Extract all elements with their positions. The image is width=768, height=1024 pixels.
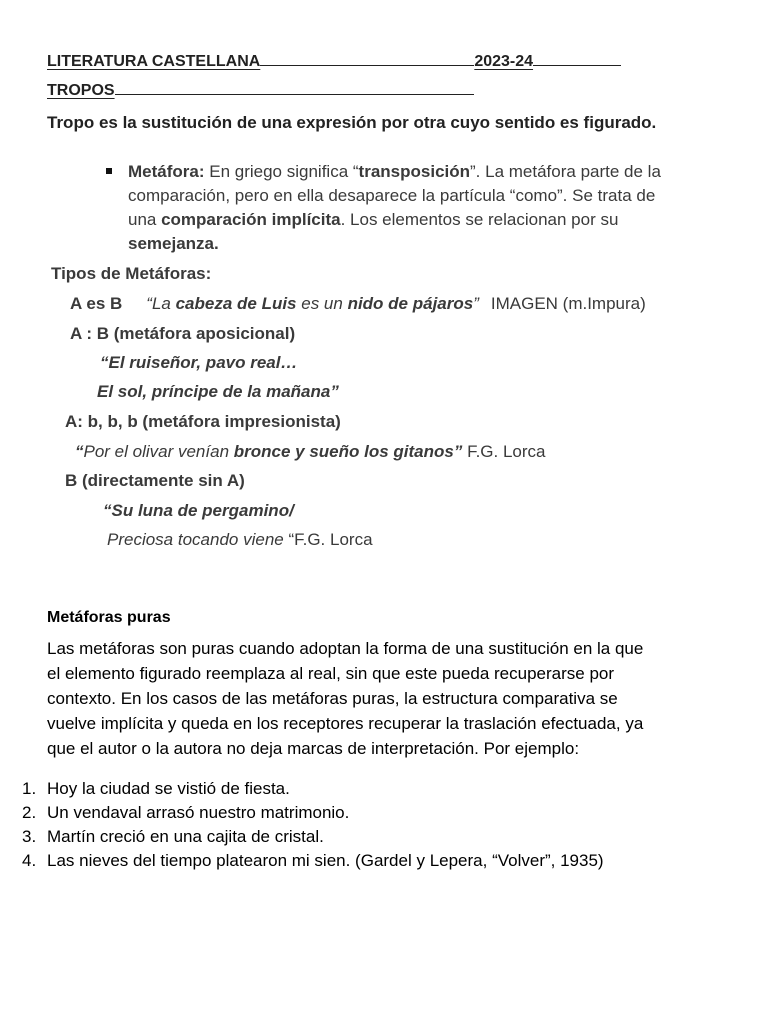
list-number: 1.	[22, 779, 37, 798]
example-text-bold: cabeza de Luis	[175, 294, 297, 313]
paragraph-line: contexto. En los casos de las metáforas puras, la estructura comparativa se	[47, 689, 618, 708]
metafora-line-4: semejanza.	[128, 234, 219, 253]
aposicional-example-1: “El ruiseñor, pavo real…	[100, 353, 298, 372]
list-number: 2.	[22, 803, 37, 822]
tipo-directa-label: B (directamente sin A)	[65, 471, 245, 490]
tipo-impresionista-label: A: b, b, b (metáfora impresionista)	[65, 412, 341, 431]
paragraph-line: el elemento figurado reemplaza al real, sin que este pueda recuperarse por	[47, 664, 615, 683]
metafora-line-3	[128, 210, 618, 230]
impresionista-example	[75, 442, 546, 462]
aposicional-example-2: El sol, príncipe de la mañana”	[97, 382, 339, 401]
paragraph-line: Las metáforas son puras cuando adoptan la forma de una sustitución en la que	[47, 639, 644, 658]
underline-filler	[533, 65, 621, 66]
directa-example-1: “Su luna de pergamino/	[103, 501, 294, 520]
metafora-text-bold: comparación implícita	[161, 210, 341, 229]
imagen-note: IMAGEN (m.Impura)	[490, 294, 646, 313]
list-number: 3.	[22, 827, 37, 846]
tipo-a-es-b	[70, 294, 646, 314]
author-credit: F.G. Lorca	[462, 442, 546, 461]
author-credit: “F.G. Lorca	[288, 530, 373, 549]
bullet-icon	[106, 168, 112, 174]
example-text-bold: bronce y sueño los gitanos”	[233, 442, 463, 461]
underline-filler	[115, 94, 474, 95]
puras-title: Metáforas puras	[47, 609, 171, 626]
metafora-text: . Los elementos se relacionan por su	[340, 210, 619, 229]
example-text: “	[75, 442, 84, 461]
header-line-1	[47, 53, 621, 71]
list-text: Las nieves del tiempo platearon mi sien. (Gardel y Lepera, “Volver”, 1935)	[47, 851, 604, 870]
subject-title: LITERATURA CASTELLANA	[47, 53, 261, 70]
underline-filler	[260, 65, 474, 66]
list-text: Un vendaval arrasó nuestro matrimonio.	[47, 803, 350, 822]
tipo-label: A es B	[70, 294, 123, 313]
definition: Tropo es la sustitución de una expresión por otra cuyo sentido es figurado.	[47, 113, 657, 132]
list-number: 4.	[22, 851, 37, 870]
metafora-term: Metáfora:	[128, 162, 205, 181]
metafora-text: En griego significa “	[204, 162, 359, 181]
tipos-title: Tipos de Metáforas:	[51, 264, 212, 283]
list-text: Hoy la ciudad se vistió de fiesta.	[47, 779, 290, 798]
header-line-2	[47, 82, 474, 100]
example-text: “La	[146, 294, 176, 313]
metafora-text: ”. La metáfora parte de la	[470, 162, 661, 181]
list-text: Martín creció en una cajita de cristal.	[47, 827, 324, 846]
example-text: es un	[296, 294, 348, 313]
puras-paragraph	[47, 636, 643, 761]
example-text: Por el olivar venían	[83, 442, 234, 461]
metafora-line-1	[128, 162, 661, 182]
tipo-aposicional-label: A : B (metáfora aposicional)	[70, 324, 296, 343]
metafora-line-2: comparación, pero en ella desaparece la partícula “como”. Se trata de	[128, 186, 656, 205]
metafora-text: una	[128, 210, 162, 229]
example-text: Preciosa tocando viene	[107, 530, 289, 549]
example-text-bold: nido de pájaros	[347, 294, 474, 313]
example-text: ”	[473, 294, 479, 313]
metafora-text-bold: transposición	[358, 162, 471, 181]
paragraph-line: vuelve implícita y queda en los receptores recuperar la traslación efectuada, ya	[47, 714, 644, 733]
topic-title: TROPOS	[47, 82, 115, 99]
school-year: 2023-24	[474, 53, 534, 70]
paragraph-line: que el autor o la autora no deja marcas de interpretación. Por ejemplo:	[47, 739, 580, 758]
directa-example-2	[107, 530, 373, 550]
